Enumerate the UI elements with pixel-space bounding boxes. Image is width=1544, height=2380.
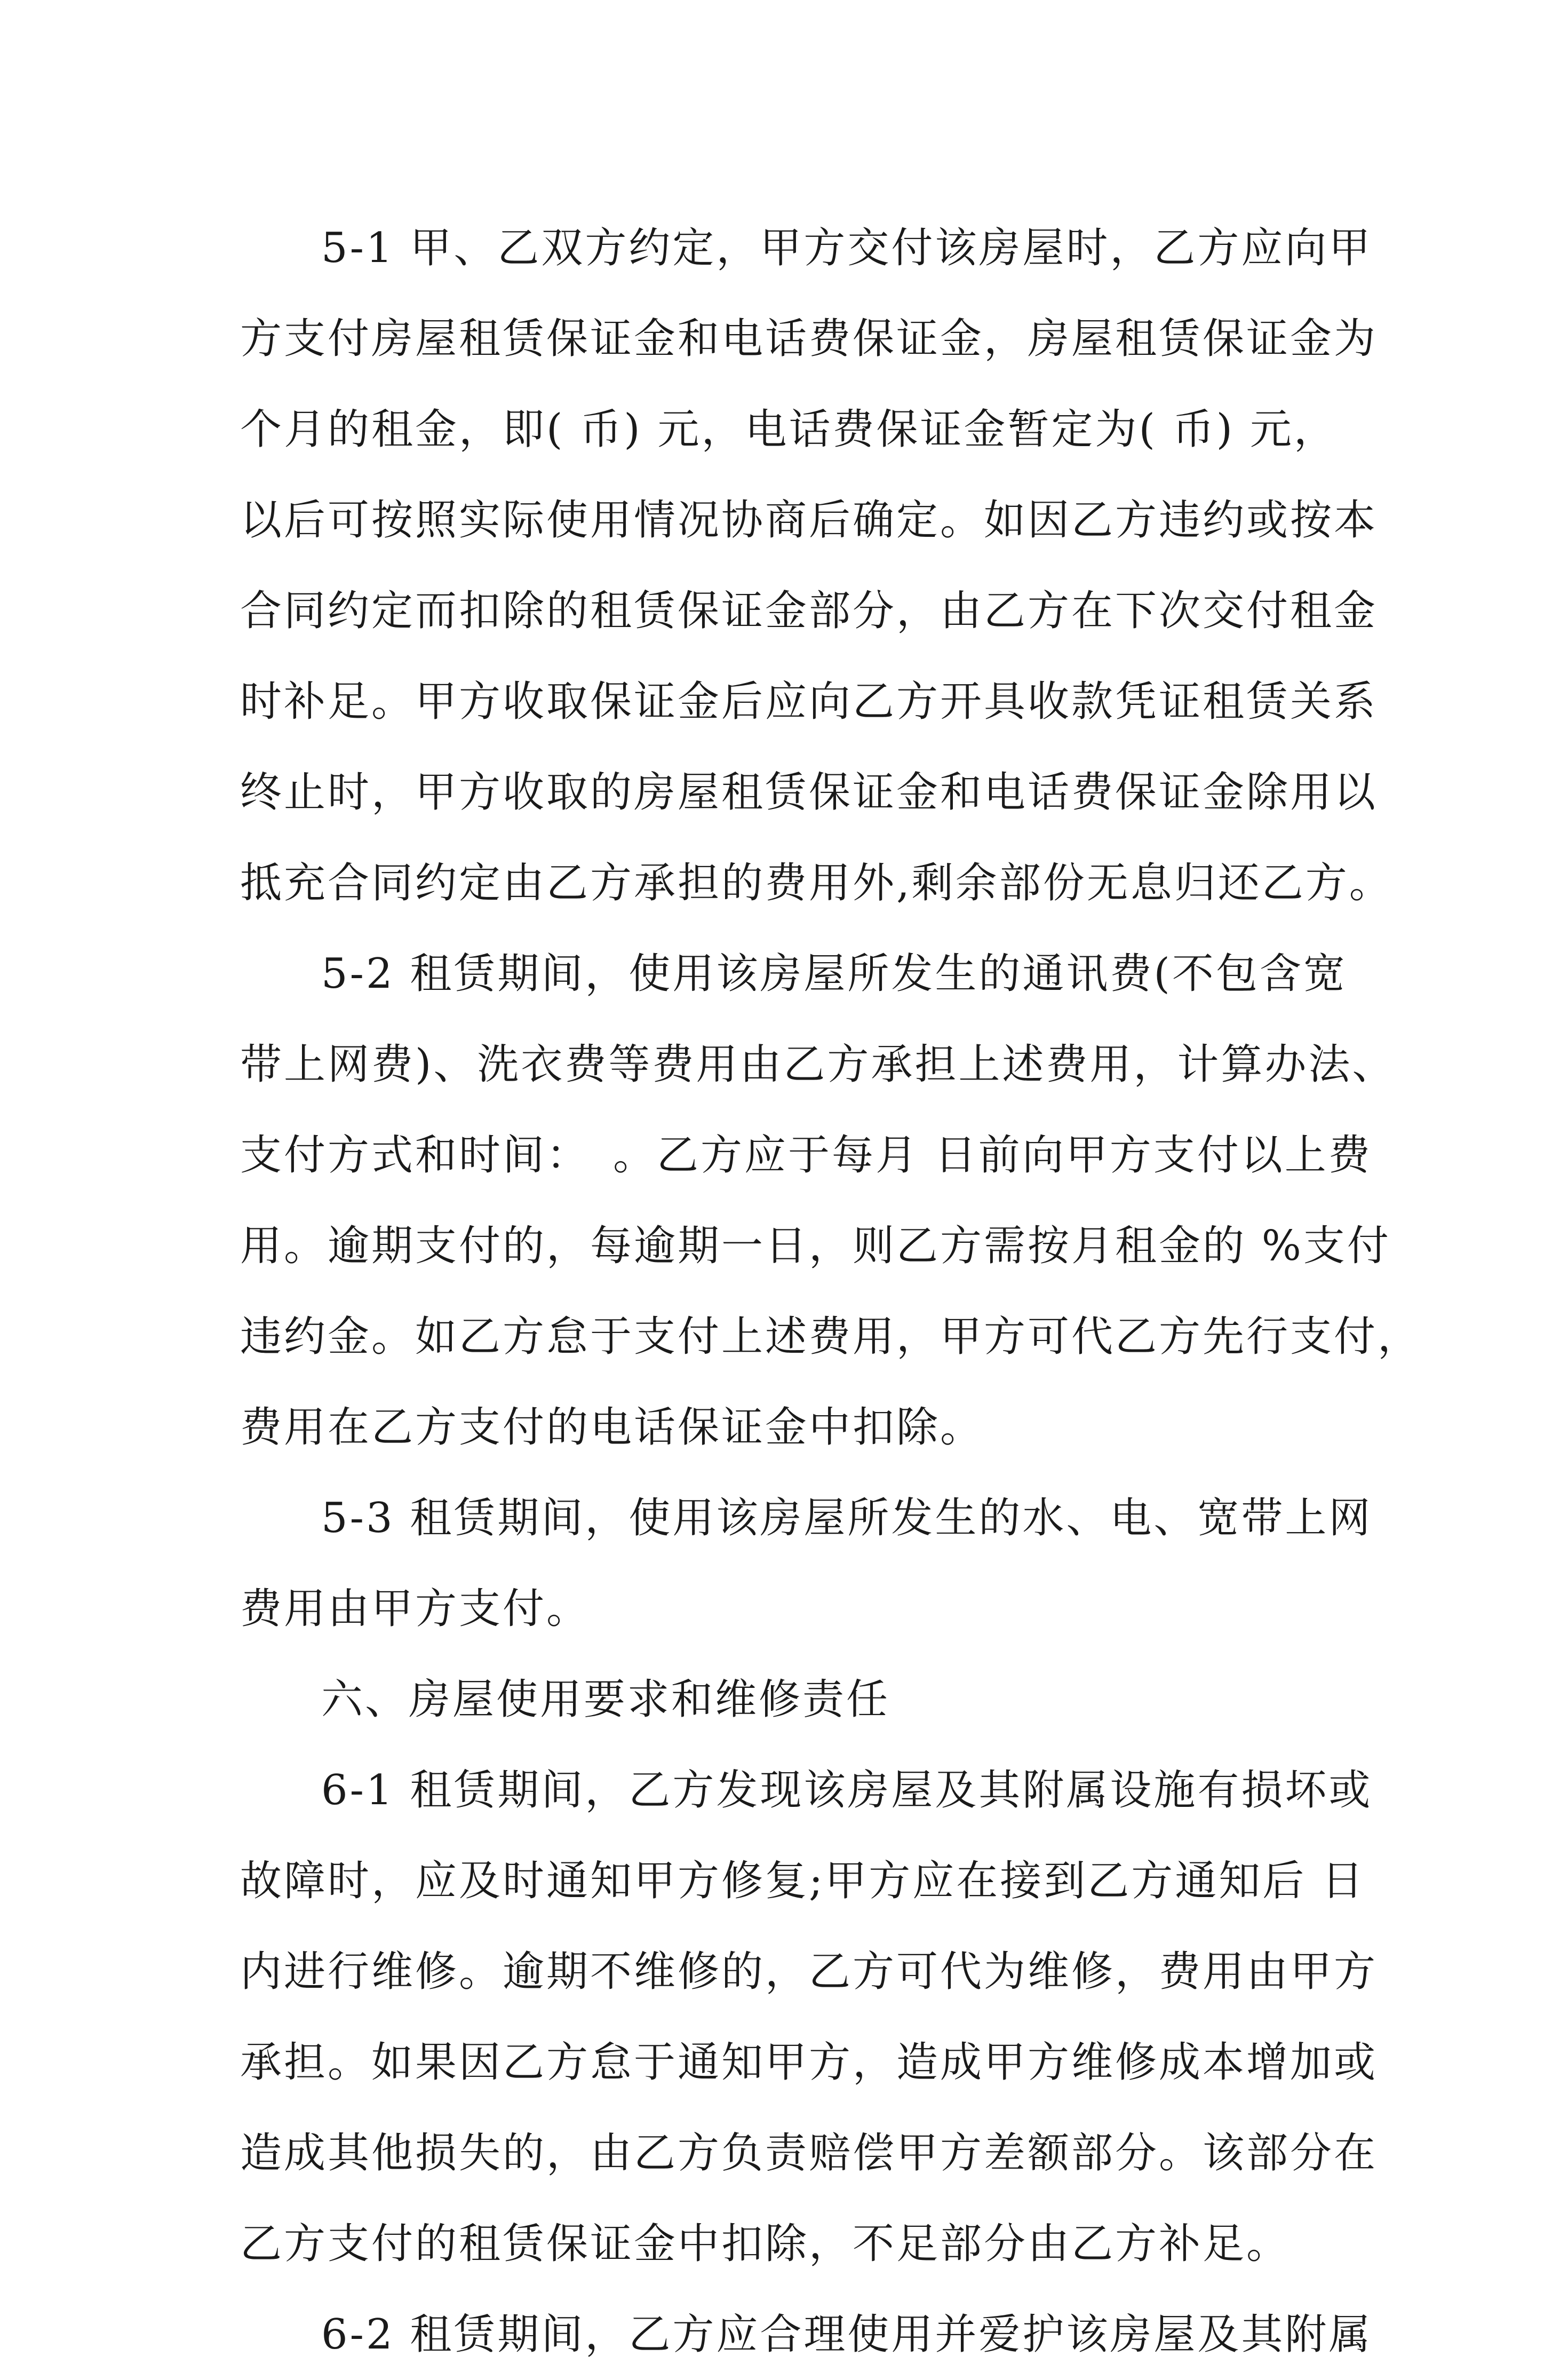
paragraph-5-1-line-8: 抵充合同约定由乙方承担的费用外,剩余部份无息归还乙方。 [240, 859, 1393, 907]
paragraph-5-2-line-4: 用。逾期支付的，每逾期一日，则乙方需按月租金的 %支付 [240, 1222, 1391, 1270]
paragraph-6-2-line-1: 6-2 租赁期间，乙方应合理使用并爱护该房屋及其附属 [321, 2311, 1373, 2359]
paragraph-6-1-line-5: 造成其他损失的，由乙方负责赔偿甲方差额部分。该部分在 [240, 2129, 1378, 2177]
paragraph-6-1-line-6: 乙方支付的租赁保证金中扣除，不足部分由乙方补足。 [240, 2220, 1291, 2268]
paragraph-5-1-line-3: 个月的租金，即( 币) 元，电话费保证金暂定为( 币) 元， [240, 406, 1338, 454]
paragraph-5-1-line-4: 以后可按照实际使用情况协商后确定。如因乙方违约或按本 [240, 496, 1378, 544]
paragraph-5-1-line-6: 时补足。甲方收取保证金后应向乙方开具收款凭证租赁关系 [240, 678, 1378, 726]
paragraph-6-1-line-3: 内进行维修。逾期不维修的，乙方可代为维修，费用由甲方 [240, 1948, 1378, 1996]
paragraph-5-3-line-1: 5-3 租赁期间，使用该房屋所发生的水、电、宽带上网 [321, 1494, 1373, 1542]
paragraph-6-1-line-4: 承担。如果因乙方怠于通知甲方，造成甲方维修成本增加或 [240, 2038, 1378, 2087]
document-body [240, 203, 1422, 2380]
paragraph-5-3-line-2: 费用由甲方支付。 [240, 1585, 591, 1633]
paragraph-5-2-line-2: 带上网费)、洗衣费等费用由乙方承担上述费用，计算办法、 [240, 1041, 1396, 1089]
paragraph-5-1-line-1: 5-1 甲、乙双方约定，甲方交付该房屋时，乙方应向甲 [321, 224, 1373, 272]
section-heading-6: 六、房屋使用要求和维修责任 [321, 1676, 890, 1724]
paragraph-6-1-line-1: 6-1 租赁期间，乙方发现该房屋及其附属设施有损坏或 [321, 1766, 1373, 1814]
paragraph-5-1-line-7: 终止时，甲方收取的房屋租赁保证金和电话费保证金除用以 [240, 768, 1378, 816]
paragraph-5-1-line-2: 方支付房屋租赁保证金和电话费保证金，房屋租赁保证金为 [240, 315, 1378, 363]
paragraph-5-1-line-5: 合同约定而扣除的租赁保证金部分，由乙方在下次交付租金 [240, 587, 1378, 635]
paragraph-5-2-line-1: 5-2 租赁期间，使用该房屋所发生的通讯费(不包含宽 [321, 950, 1347, 998]
paragraph-5-2-line-3: 支付方式和时间： 。乙方应于每月 日前向甲方支付以上费 [240, 1131, 1372, 1179]
paragraph-6-1-line-2: 故障时，应及时通知甲方修复;甲方应在接到乙方通知后 日 [240, 1857, 1366, 1905]
paragraph-5-2-line-5: 违约金。如乙方怠于支付上述费用，甲方可代乙方先行支付， [240, 1313, 1422, 1361]
paragraph-5-2-line-6: 费用在乙方支付的电话保证金中扣除。 [240, 1403, 984, 1451]
